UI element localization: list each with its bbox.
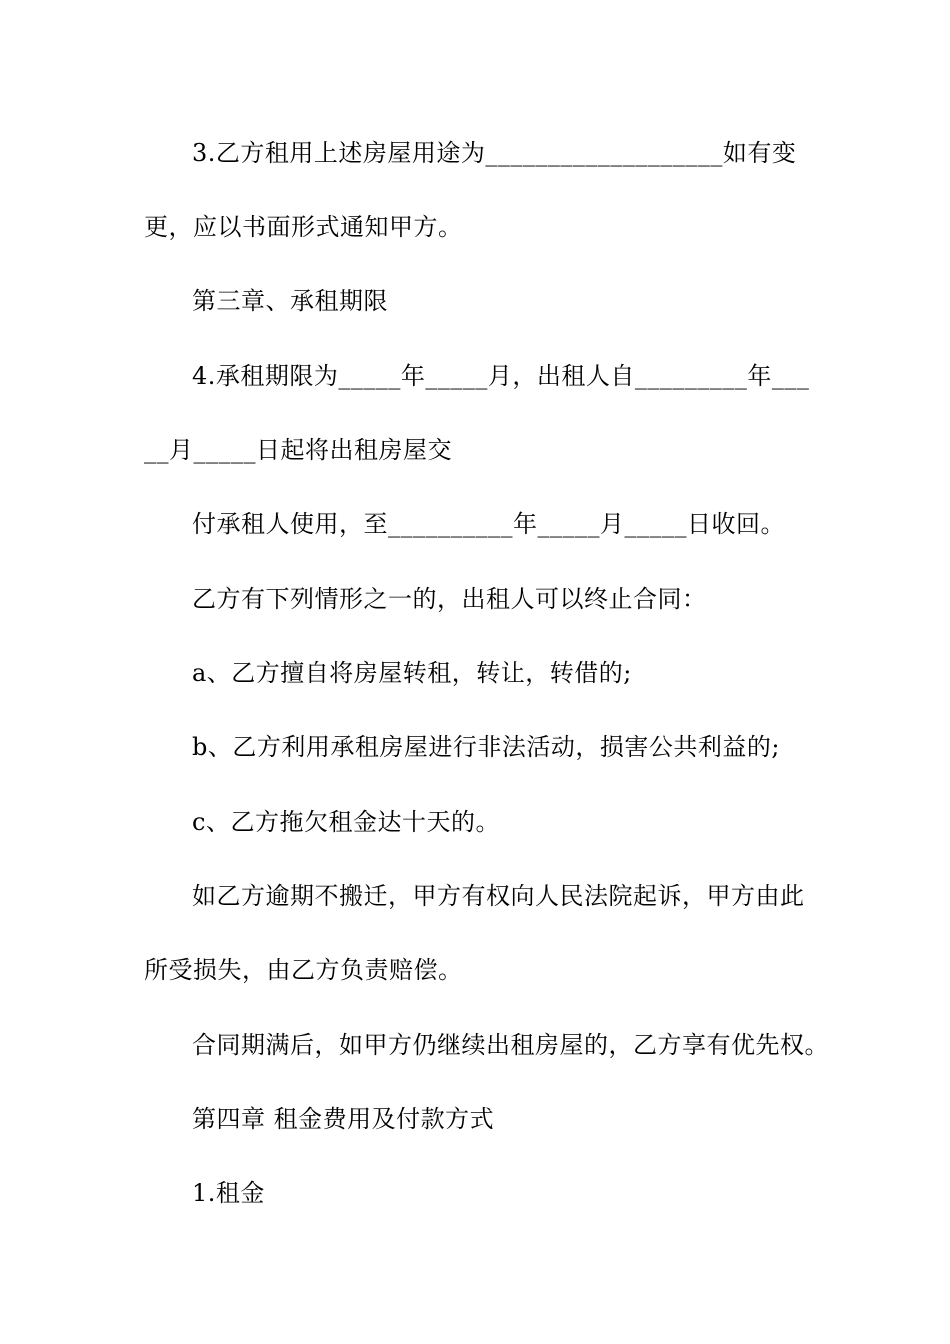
paragraph-priority-right: 合同期满后，如甲方仍继续出租房屋的，乙方享有优先权。	[192, 1031, 829, 1059]
paragraph-term-line-3: 付承租人使用，至__________年_____月_____日收回。	[192, 510, 785, 538]
chapter-four-heading: 第四章 租金费用及付款方式	[192, 1105, 495, 1133]
paragraph-overdue-line-1: 如乙方逾期不搬迁，甲方有权向人民法院起诉，甲方由此	[192, 882, 805, 910]
paragraph-usage-line-1: 3.乙方租用上述房屋用途为___________________如有变	[192, 139, 797, 167]
paragraph-term-line-2: __月_____日起将出租房屋交	[144, 436, 452, 464]
condition-b: b、乙方利用承租房屋进行非法活动，损害公共利益的;	[192, 733, 780, 761]
rent-item-heading: 1.租金	[192, 1179, 265, 1207]
paragraph-overdue-line-2: 所受损失，由乙方负责赔偿。	[144, 956, 463, 984]
chapter-three-heading: 第三章、承租期限	[192, 287, 388, 315]
condition-a: a、乙方擅自将房屋转租，转让，转借的;	[192, 659, 632, 687]
termination-conditions-intro: 乙方有下列情形之一的，出租人可以终止合同：	[192, 585, 707, 613]
condition-c: c、乙方拖欠租金达十天的。	[192, 808, 500, 836]
paragraph-term-line-1: 4.承租期限为_____年_____月，出租人自_________年___	[192, 362, 810, 390]
paragraph-usage-line-2: 更，应以书面形式通知甲方。	[144, 213, 463, 241]
